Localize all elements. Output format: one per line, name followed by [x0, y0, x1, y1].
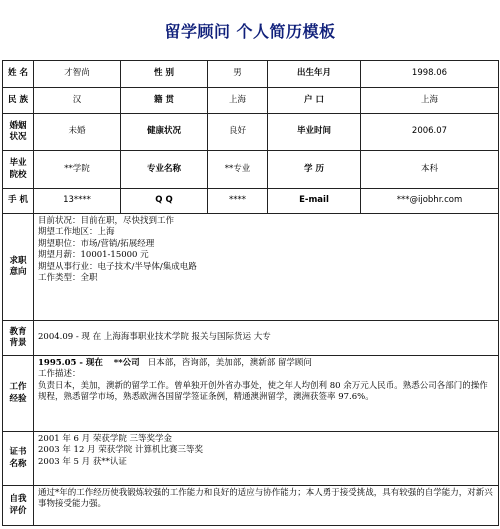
- phone-label: 手 机: [3, 189, 34, 214]
- self-eval-text: 通过*年的工作经历使我锻炼较强的工作能力和良好的适应与协作能力；本人勇于接受挑战，具有较强的自学能力，对新兴事物接受能力强。: [38, 488, 493, 510]
- page-title: 留学顾问 个人简历模板: [164, 21, 336, 41]
- gender-value: 男: [208, 61, 268, 88]
- health-value: 良好: [208, 114, 268, 151]
- row-self-eval: [3, 486, 499, 526]
- experience-detail: 日本部，咨询部，美加部，澳新部 留学顾问: [147, 358, 312, 368]
- major-label: 专业名称: [121, 151, 208, 189]
- qq-label: Q Q: [121, 189, 208, 214]
- birth-label: 出生年月: [268, 61, 361, 88]
- intention-line: 期望工作地区：上海: [38, 227, 115, 238]
- marital-label: 婚姻状况: [3, 114, 34, 151]
- degree-value: 本科: [361, 151, 499, 189]
- ethnic-value: 汉: [34, 88, 121, 114]
- certificate-line: 2003 年 12 月 荣获学院 计算机比赛三等奖: [38, 445, 203, 456]
- hukou-value: 上海: [361, 88, 499, 114]
- certificates-label: 证书名称: [3, 432, 34, 486]
- major-value: **专业: [208, 151, 268, 189]
- email-value: ***@ijobhr.com: [361, 189, 499, 214]
- row-basic-4: [3, 151, 499, 189]
- ethnic-label: 民 族: [3, 88, 34, 114]
- row-certificates: [3, 432, 499, 486]
- certificate-line: 2003 年 5 月 获**认证: [38, 456, 127, 467]
- self-eval-content: [34, 486, 499, 526]
- intention-line: 期望月薪：10001-15000 元: [38, 250, 149, 261]
- intention-content: [34, 214, 499, 321]
- experience-label: 工作经验: [3, 356, 34, 432]
- experience-period: 1995.05 - 现在: [38, 358, 103, 368]
- name-value: 才智尚: [34, 61, 121, 88]
- school-value: **学院: [34, 151, 121, 189]
- degree-label: 学 历: [268, 151, 361, 189]
- row-education: [3, 321, 499, 356]
- intention-line: 工作类型：全职: [38, 273, 98, 284]
- experience-content: [34, 356, 499, 432]
- row-basic-2: [3, 88, 499, 114]
- native-value: 上海: [208, 88, 268, 114]
- qq-value: ****: [208, 189, 268, 214]
- intention-line: 目前状况：目前在职，尽快找到工作: [38, 216, 175, 226]
- intention-label: 求职意向: [3, 214, 34, 321]
- experience-desc: 负责日本，美加，澳新的留学工作。曾单独开创外省办事处，使之年人均创利 80 余万元人民币。熟悉公司各部门的操作规程，熟悉留学市场，熟悉欧洲各国留学签证条例，精通澳洲留学，澳洲获签率 97.6%。: [38, 380, 488, 403]
- experience-company: **公司: [113, 358, 140, 368]
- birth-value: 1998.06: [361, 61, 499, 88]
- school-label: 毕业院校: [3, 151, 34, 189]
- intention-line: 期望从事行业：电子技术/半导体/集成电路: [38, 261, 197, 272]
- self-eval-label: 自我评价: [3, 486, 34, 526]
- education-label: 教育背景: [3, 321, 34, 356]
- resume-table: [2, 60, 499, 526]
- row-experience: [3, 356, 499, 432]
- certificate-line: 2001 年 6 月 荣获学院 三等奖学金: [38, 434, 173, 444]
- intention-line: 期望职位：市场/营销/拓展经理: [38, 238, 155, 249]
- grad-time-label: 毕业时间: [268, 114, 361, 151]
- email-label: E-mail: [268, 189, 361, 214]
- education-content: [34, 321, 499, 356]
- name-label: 姓 名: [3, 61, 34, 88]
- marital-value: 未婚: [34, 114, 121, 151]
- row-basic-3: [3, 114, 499, 151]
- row-basic-1: [3, 61, 499, 88]
- experience-header: [38, 358, 494, 369]
- row-intention: [3, 214, 499, 321]
- phone-value: 13****: [34, 189, 121, 214]
- row-contact: [3, 189, 499, 214]
- gender-label: 性 别: [121, 61, 208, 88]
- grad-time-value: 2006.07: [361, 114, 499, 151]
- experience-desc-title: 工作描述：: [38, 369, 81, 380]
- health-label: 健康状况: [121, 114, 208, 151]
- native-label: 籍 贯: [121, 88, 208, 114]
- certificates-content: [34, 432, 499, 486]
- education-text: 2004.09 - 现 在 上海海事职业技术学院 报关与国际货运 大专: [38, 332, 271, 343]
- hukou-label: 户 口: [268, 88, 361, 114]
